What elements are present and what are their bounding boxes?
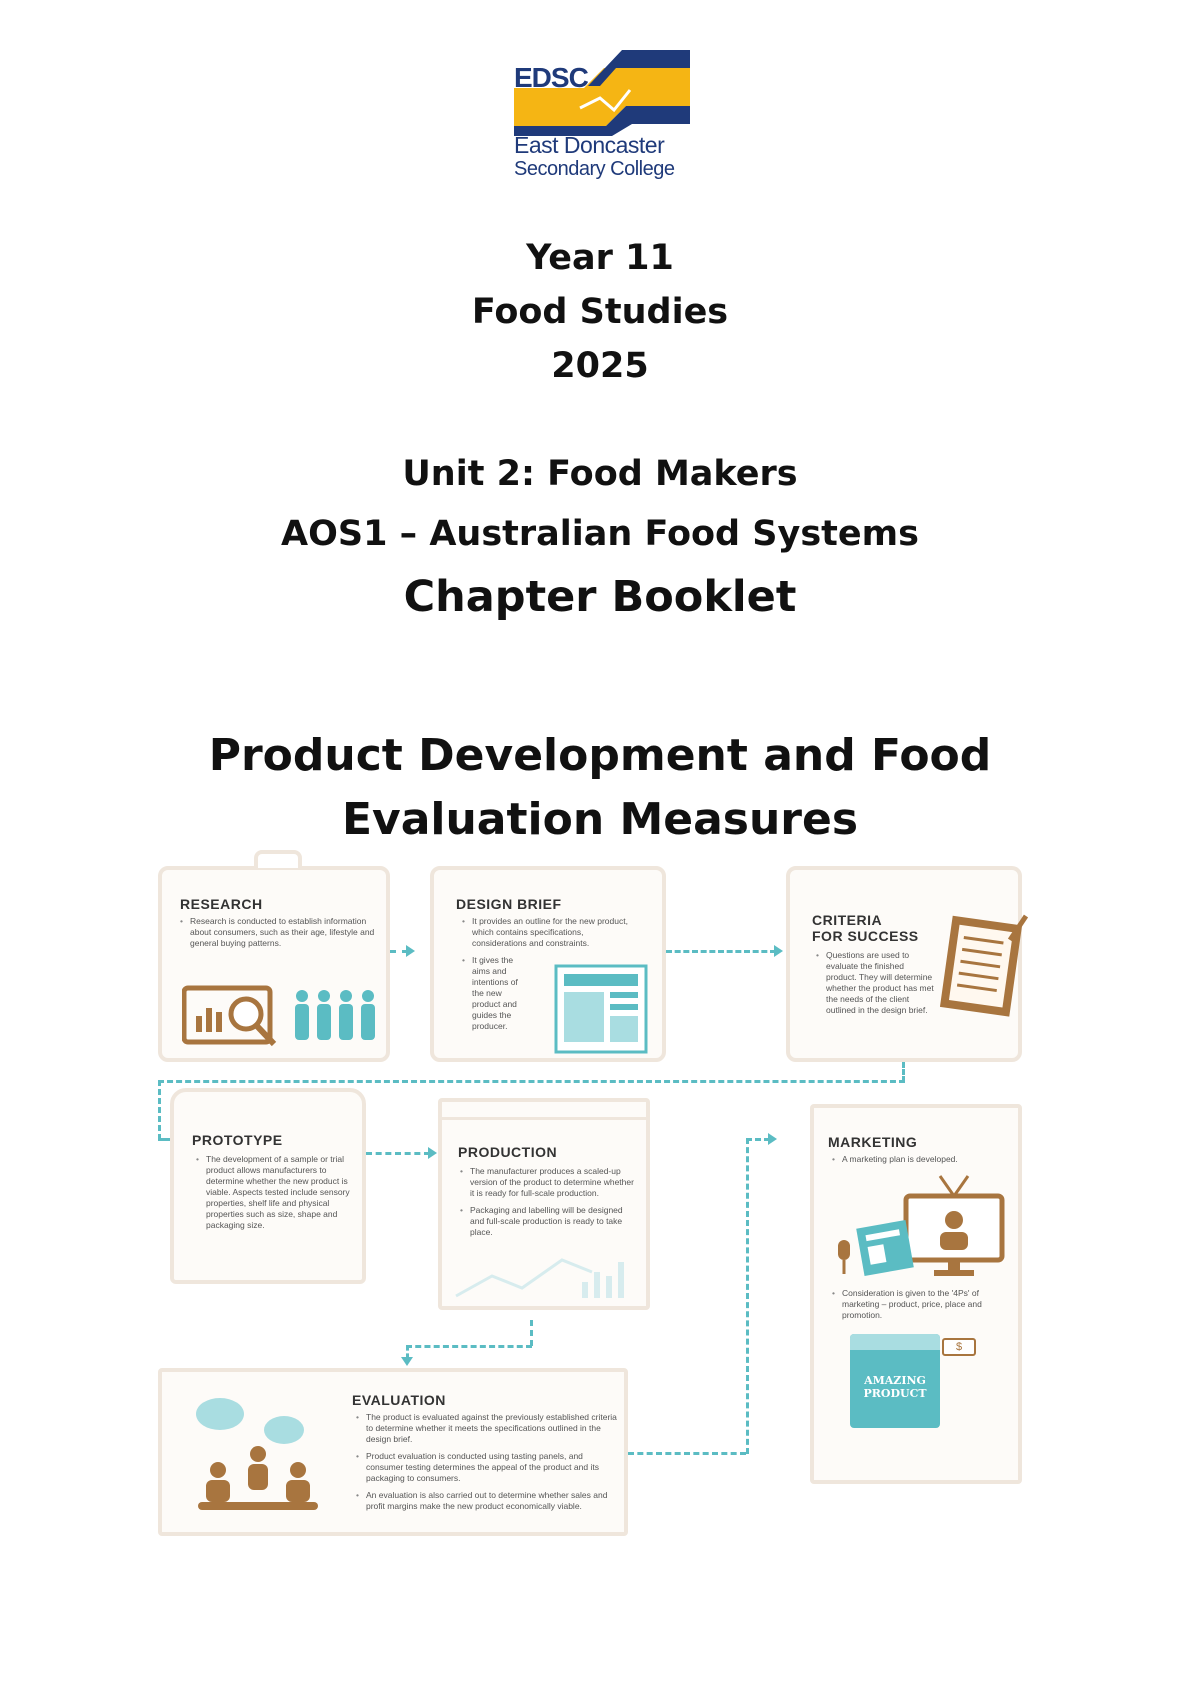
research-point: • Research is conducted to establish information about consumers, such as their age, lifestyle and general buying patterns. [180,916,380,949]
arrow-icon [768,1133,777,1145]
growth-chart-icon [452,1252,642,1302]
connector-criteria-down [902,1062,905,1082]
evaluation-title: EVALUATION [352,1392,446,1408]
connector-into-prototype [158,1138,170,1141]
design-brief-point: • It provides an outline for the new product, which contains specifications, considerations and constraints. [462,916,632,949]
design-brief-title: DESIGN BRIEF [456,896,562,912]
topic-title-line-2: Evaluation Measures [341,794,859,845]
booklet-title: Chapter Booklet [403,572,797,622]
marketing-card [810,1104,1022,1484]
prototype-title: PROTOTYPE [192,1132,283,1148]
logo-mark-text: EDSC [514,62,588,93]
arrow-icon [774,945,783,957]
tasting-panel-icon [188,1396,328,1516]
connector-into-marketing [746,1138,770,1141]
year-title: 2025 [551,346,649,386]
evaluation-text [356,1412,622,1518]
connector-evaluation-marketing [628,1452,746,1455]
marketing-point: • A marketing plan is developed. [832,1154,1012,1165]
arrow-icon [401,1357,413,1366]
arrow-icon [428,1147,437,1159]
marketing-text-1 [832,1154,1012,1171]
window-bar [442,1102,646,1120]
evaluation-point: • An evaluation is also carried out to determine whether sales and profit margins make the new product economically viable. [356,1490,622,1512]
product-box-label-1: AMAZING [864,1374,926,1387]
criteria-card [786,866,1022,1062]
criteria-text [816,950,936,1022]
connector-production-down [530,1320,533,1346]
unit-title: Unit 2: Food Makers [402,454,798,494]
marketing-title: MARKETING [828,1134,918,1150]
evaluation-point: • The product is evaluated against the previously established criteria to determine whether it meets the specifications outlined in the design brief. [356,1412,622,1445]
connector-loop-back [158,1080,905,1083]
research-text [180,916,380,955]
clipboard-clip-icon [254,850,302,868]
research-title: RESEARCH [180,896,263,912]
price-tag-icon: $ [942,1338,976,1356]
topic-title-line-1: Product Development and Food [208,730,992,781]
connector-brief-criteria [666,950,776,953]
production-title: PRODUCTION [458,1144,558,1160]
logo-school-name: East Doncaster [514,132,665,158]
prototype-text [196,1154,354,1237]
evaluation-card [158,1368,628,1536]
criteria-point: • Questions are used to evaluate the finished product. They will determine whether the product has met the needs of the client outlined in the design brief. [816,950,936,1016]
production-point: • The manufacturer produces a scaled-up version of the product to determine whether it is ready for full-scale production. [460,1166,636,1199]
evaluation-point: • Product evaluation is conducted using tasting panels, and consumer testing determines the appeal of the product and its packaging to consumers. [356,1451,622,1484]
product-box-icon [850,1334,940,1428]
criteria-title-line-1: CRITERIA [812,912,883,928]
product-development-infographic [158,852,1064,1556]
prototype-card [170,1088,366,1284]
year-level: Year 11 [526,238,674,278]
research-card [158,866,390,1062]
media-tv-icon [830,1174,1010,1284]
connector-prototype-production [366,1152,430,1155]
connector-up-marketing [746,1138,749,1454]
design-brief-card [430,866,666,1062]
product-box-label-2: PRODUCT [863,1387,927,1400]
school-logo [514,48,690,180]
arrow-icon [406,945,415,957]
production-point: • Packaging and labelling will be designed and full-scale production is ready to take place. [460,1205,636,1238]
subject-title: Food Studies [471,292,729,332]
prototype-point: • The development of a sample or trial product allows manufacturers to determine whether the new product is viable. Aspects tested include sensory properties, shelf life and physical properties such as size, shape and packaging size. [196,1154,354,1231]
logo-school-subname: Secondary College [514,158,675,180]
marketing-text-2 [832,1288,1012,1327]
marketing-point: • Consideration is given to the '4Ps' of marketing – product, price, place and promotion. [832,1288,1012,1321]
design-brief-point: • It gives the aims and intentions of the new product and guides the producer. [462,955,530,1032]
document-icon [552,962,652,1058]
checklist-clipboard-icon [940,910,1030,1020]
connector-production-evaluation [406,1345,532,1348]
connector-down-prototype [158,1080,161,1140]
aos-title: AOS1 – Australian Food Systems [281,514,919,554]
research-analysis-icon [182,982,382,1054]
production-text [460,1166,636,1244]
criteria-title-line-2: FOR SUCCESS [812,928,919,944]
production-card [438,1098,650,1310]
